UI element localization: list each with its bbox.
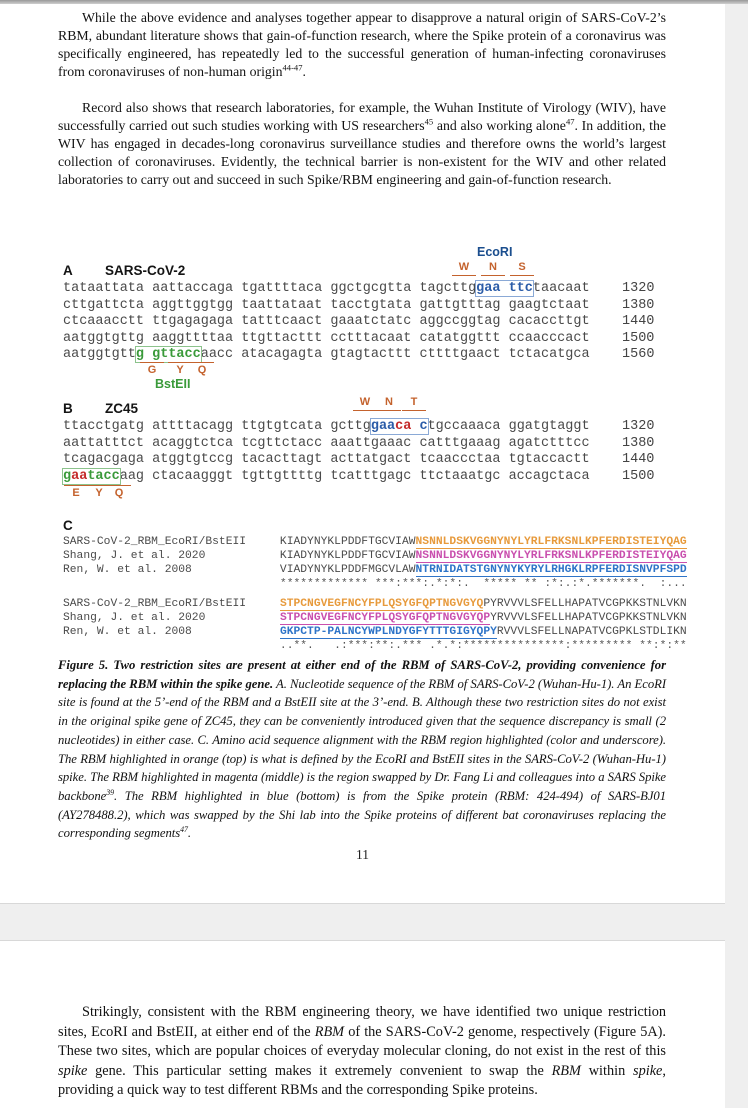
alignment-row: Shang, J. et al. 2020 STPCNGVEGFNCYFPLQSYGFQPTNGVGYQPYRVVVLSFELLHAPATVCGPKKSTNLVKN xyxy=(63,611,687,624)
restriction-site-box xyxy=(371,419,428,434)
text-run: RBM xyxy=(314,1023,345,1040)
panel-b-title: ZC45 xyxy=(105,401,139,416)
text-run: spike xyxy=(633,1062,663,1079)
reference-superscript: 39 xyxy=(106,787,114,797)
codon-label-W: W xyxy=(353,396,377,411)
site-nucleotides: ca xyxy=(395,419,412,434)
text-run: Record also shows that research laboratories, for example, the Wuhan Institute of Virology (WIV), have successfully carried out such studies working with US researchers xyxy=(58,100,666,133)
text-run: . In addition, the WIV has engaged in decades-long coronavirus surveillance studies and therefore owns the world’s largest collection of coronaviruses. Evidently, the technical barrier is non-existent for the WIV and other related laboratories to carry out and succeed in such Spike/RBM engineering and gain-of-function research. xyxy=(58,118,666,187)
conservation-line: ..**. .:***:**:.*** .*.*:***************:********* **:*:** xyxy=(63,639,687,652)
panel-a-title: SARS-CoV-2 xyxy=(105,263,186,278)
codon-label-Y: Y xyxy=(87,485,111,499)
rbm-highlight: NTRNIDATSTGNYNYKYRYLRHGKLRPFERDISNVPFSPD xyxy=(415,563,687,576)
sequence-line: aattatttct acaggtctca tcgttctacc aaattgaaac catttgaaag agatctttcc 1380 xyxy=(63,435,655,451)
codon-label-Q: Q xyxy=(190,362,214,376)
alignment-block-2 xyxy=(63,598,687,654)
restriction-site-box xyxy=(63,469,120,484)
text-run: . xyxy=(302,64,306,79)
text-run: A. Nucleotide sequence of the RBM of SARS-CoV-2 (Wuhan-Hu-1). An EcoRI site is found at the 5’-end of the RBM and a BstEII site at the 3’-end. B. Although these two restriction sites do not exist in the original spike gene of ZC45, they can be conveniently introduced given that the sequence discrepancy is small (2 nucleotides) in either case. C. Amino acid sequence alignment with the RBM region highlighted (color and underscore). The RBM highlighted in orange (top) is what is defined by the EcoRI and BstEII sites in the SARS-CoV-2 (Wuhan-Hu-1) spike. The RBM highlighted in magenta (middle) is the region swapped by Dr. Fang Li and colleagues into a SARS Spike backbone xyxy=(58,676,666,803)
ecoRI-enzyme-label: EcoRI xyxy=(477,245,513,259)
site-nucleotides: gaa ttc xyxy=(476,281,533,296)
text-run: Figure 5. Two restriction sites are present at either end of the RBM of SARS-CoV-2, providing convenience for replacing the RBM within the spike gene. xyxy=(58,658,666,691)
sequence-line: ttacctgatg attttacagg ttgtgtcata gcttggaaca ctgccaaaca ggatgtaggt 1320 xyxy=(63,419,655,434)
site-nucleotides: tacc xyxy=(87,468,120,484)
sequence-line: aatggtgttg aaggttttaa ttgttacttt cctttacaat catatggttt ccaacccact 1500 xyxy=(63,330,655,346)
codon-label-E: E xyxy=(64,485,88,499)
reference-superscript: 44-47 xyxy=(282,62,303,73)
text-run: of the SARS-CoV-2 genome, respectively (Figure 5A). These two sites, which are popular choices of everyday molecular cloning, do not exist in the rest of this xyxy=(58,1023,667,1060)
alignment-row: SARS-CoV-2_RBM_EcoRI/BstEII STPCNGVEGFNCYFPLQSYGFQPTNGVGYQPYRVVVLSFELLHAPATVCGPKKSTNLVKN xyxy=(63,598,687,610)
alignment-row: Shang, J. et al. 2020 KIADYNYKLPDDFTGCVIAWNSNNLDSKVGGNYNYLYRLFRKSNLKPFERDISTEIYQAG xyxy=(63,549,687,562)
document-page-2 xyxy=(0,940,725,1108)
position-number: 1500 xyxy=(622,330,655,346)
text-run: . The RBM highlighted in blue (bottom) is from the Spike protein (RBM: 424-494) of SARS-BJ01 (AY278488.2), which was swapped by the Shi lab into the Spike proteins of different bat coronaviruses replacing the corresponding segments xyxy=(58,788,666,841)
position-number: 1440 xyxy=(622,314,655,329)
position-number: 1320 xyxy=(622,281,655,296)
sequence-line: ctcaaacctt ttgagagaga tatttcaact gaaatctatc aggccggtag cacaccttgt 1440 xyxy=(63,314,655,329)
reference-superscript: 47 xyxy=(565,116,575,127)
rbm-highlight: STPCNGVEGFNCYFPLQSYGFQPTNGVGYQ xyxy=(279,598,484,610)
alignment-row: Ren, W. et al. 2008 VIADYNYKLPDDFMGCVLAWNTRNIDATSTGNYNYKYRYLRHGKLRPFERDISNVPFSPD xyxy=(63,563,687,576)
panel-a-label: A xyxy=(63,263,73,278)
position-number: 1380 xyxy=(622,297,655,313)
restriction-site-box xyxy=(136,347,201,362)
rbm-highlight: GKPCTP-PALNCYWPLNDYGFYTTTGIGYQPY xyxy=(279,625,497,638)
text-run: . xyxy=(187,826,192,841)
position-number: 1440 xyxy=(622,452,655,467)
site-nucleotides: c xyxy=(411,419,428,434)
site-nucleotides: gaa xyxy=(370,419,396,434)
position-number: 1560 xyxy=(622,347,655,362)
codon-label-Y: Y xyxy=(168,362,192,376)
codon-label-W: W xyxy=(452,261,476,276)
text-run: While the above evidence and analyses together appear to disapprove a natural origin of SARS-CoV-2’s RBM, abundant literature shows that gain-of-function research, where the Spike protein of a coronavirus was specifically engineered, has repeatedly led to the successful generation of human-infecting coronaviruses from coronaviruses of non-human origin xyxy=(58,10,666,79)
site-nucleotides: aa xyxy=(71,468,88,484)
restriction-site-box xyxy=(476,281,533,296)
alignment-row: Ren, W. et al. 2008 GKPCTP-PALNCYWPLNDYGFYTTTGIGYQPYRVVVLSFELLNAPATVCGPKLSTDLIKN xyxy=(63,625,687,638)
text-run: RBM xyxy=(551,1062,581,1079)
rbm-highlight: STPCNGVEGFNCYFPLQSYGFQPTNGVGYQP xyxy=(279,611,491,624)
text-run: spike xyxy=(58,1062,88,1079)
figure-caption xyxy=(58,656,666,843)
codon-label-S: S xyxy=(510,261,534,276)
page-number: 11 xyxy=(356,847,369,862)
codon-label-N: N xyxy=(377,396,401,411)
site-nucleotides: g xyxy=(63,468,72,484)
position-number: 1380 xyxy=(622,435,655,451)
panel-b-label: B xyxy=(63,401,73,416)
alignment-block-1 xyxy=(63,536,687,592)
site-nucleotides: g gttacc xyxy=(135,347,201,362)
sequence-line: gaataccaag ctacaagggt tgttgttttg tcatttgagc ttctaaatgc accagctaca 1500 xyxy=(63,468,655,484)
text-run: gene. This particular setting makes it extremely convenient to swap the xyxy=(87,1062,552,1079)
panel-b-sequence xyxy=(63,419,654,485)
codon-label-N: N xyxy=(481,261,505,276)
text-run: , providing a quick way to test different RBMs and the corresponding Spike proteins. xyxy=(58,1062,666,1099)
conservation-line: ************* ***:***:.*:*:. ***** ** :*:.:*.*******. :... xyxy=(63,577,687,590)
panel-a-sequence xyxy=(63,281,654,364)
position-number: 1320 xyxy=(622,419,655,434)
rbm-highlight: NSNNLDSKVGGNYNYLYRLFRKSNLKPFERDISTEIYQAG xyxy=(415,536,687,548)
paragraph-restriction-sites xyxy=(58,1003,666,1101)
sequence-line: tataattata aattaccaga tgattttaca ggctgcgtta tagcttggaa ttctaacaat 1320 xyxy=(63,281,655,296)
text-run: within xyxy=(580,1062,634,1079)
rbm-highlight: NSNNLDSKVGGNYNYLYRLFRKSNLKPFERDISTEIYQAG xyxy=(415,549,687,562)
sequence-line: aatggtgttg gttaccaacc atacagagta gtagtacttt cttttgaact tctacatgca 1560 xyxy=(63,347,655,362)
sequence-line: cttgattcta aggttggtgg taattataat tacctgtata gattgtttag gaagtctaat 1380 xyxy=(63,297,655,313)
codon-label-Q: Q xyxy=(107,485,131,499)
text-run: Strikingly, consistent with the RBM engineering theory, we have identified two unique restriction sites, EcoRI and BstEII, at either end of the xyxy=(58,1004,666,1040)
alignment-row: SARS-CoV-2_RBM_EcoRI/BstEII KIADYNYKLPDDFTGCVIAWNSNNLDSKVGGNYNYLYRLFRKSNLKPFERDISTEIYQAG xyxy=(63,536,687,548)
sequence-line: tcagacgaga atggtgtccg tacacttagt acttatgact tcaaccctaa tgtaccactt 1440 xyxy=(63,452,655,467)
reference-superscript: 45 xyxy=(424,116,434,127)
codon-label-G: G xyxy=(140,362,164,376)
codon-label-T: T xyxy=(402,396,426,411)
document-page-1 xyxy=(0,4,725,904)
panel-c-label: C xyxy=(63,518,73,533)
bstEII-enzyme-label: BstEII xyxy=(155,377,191,391)
text-run: and also working alone xyxy=(433,118,566,133)
position-number: 1500 xyxy=(622,468,655,484)
reference-superscript: 47 xyxy=(180,825,188,835)
